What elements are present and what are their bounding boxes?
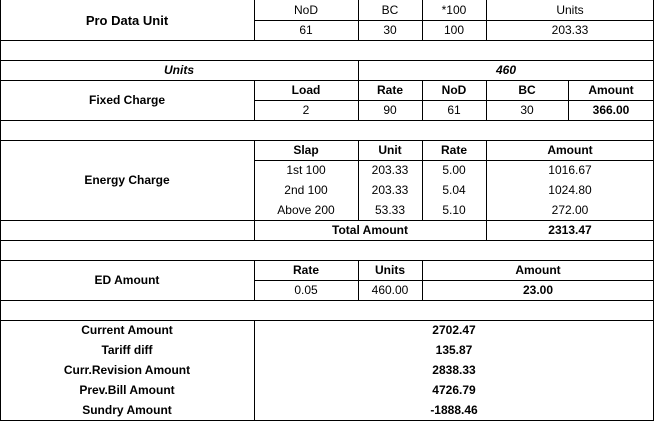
fixed-header-amount: Amount xyxy=(588,83,634,97)
units-label: Units xyxy=(164,63,194,77)
ed-header-units: Units xyxy=(375,263,405,277)
summary-current-amount-value: 2702.47 xyxy=(432,323,476,337)
grid-line xyxy=(486,80,487,120)
fixed-header-load: Load xyxy=(291,83,321,97)
fixed-header-bc: BC xyxy=(518,83,536,97)
energy-row-1-unit: 203.33 xyxy=(371,163,409,177)
grid-line xyxy=(254,260,255,300)
grid-line xyxy=(0,220,654,221)
grid-line xyxy=(0,300,654,301)
grid-line xyxy=(0,40,654,41)
grid-line xyxy=(422,80,423,120)
energy-row-3-rate: 5.10 xyxy=(442,203,466,217)
ed-header-rate: Rate xyxy=(292,263,319,277)
grid-line xyxy=(358,0,359,40)
grid-line xyxy=(0,60,654,61)
pro-data-header-bc: BC xyxy=(381,3,399,17)
energy-row-1-amount: 1016.67 xyxy=(548,163,592,177)
grid-line xyxy=(0,240,654,241)
pro-data-unit-label: Pro Data Unit xyxy=(85,12,169,28)
energy-row-2-rate: 5.04 xyxy=(442,183,466,197)
grid-line xyxy=(568,80,569,120)
summary-tariff-diff-label: Tariff diff xyxy=(101,343,153,357)
summary-curr-revision-value: 2838.33 xyxy=(432,363,476,377)
energy-row-3-amount: 272.00 xyxy=(551,203,589,217)
grid-line xyxy=(254,140,255,240)
summary-tariff-diff-value: 135.87 xyxy=(435,343,473,357)
summary-sundry-value: -1888.46 xyxy=(430,403,478,417)
ed-header-amount: Amount xyxy=(515,263,561,277)
grid-line xyxy=(254,100,654,101)
fixed-value-bc: 30 xyxy=(520,103,534,117)
grid-line xyxy=(358,60,359,120)
grid-line xyxy=(486,140,487,240)
energy-header-amount: Amount xyxy=(547,143,593,157)
energy-header-rate: Rate xyxy=(440,143,467,157)
grid-line xyxy=(422,0,423,40)
ed-value-rate: 0.05 xyxy=(294,283,318,297)
grid-line xyxy=(254,320,255,420)
energy-total-label: Total Amount xyxy=(332,223,408,237)
energy-row-1-slap: 1st 100 xyxy=(286,163,326,177)
grid-line xyxy=(422,260,423,300)
energy-header-unit: Unit xyxy=(378,143,402,157)
grid-line xyxy=(358,260,359,300)
grid-line xyxy=(0,320,654,321)
energy-row-3-slap: Above 200 xyxy=(277,203,335,217)
fixed-value-rate: 90 xyxy=(383,103,397,117)
pro-data-value-x100: 100 xyxy=(443,23,465,37)
grid-line xyxy=(358,140,359,220)
fixed-charge-label: Fixed Charge xyxy=(88,93,166,107)
energy-row-2-slap: 2nd 100 xyxy=(284,183,328,197)
ed-amount-label: ED Amount xyxy=(94,273,160,287)
grid-line xyxy=(422,140,423,220)
fixed-value-amount: 366.00 xyxy=(592,103,630,117)
summary-prev-bill-value: 4726.79 xyxy=(432,383,476,397)
energy-row-2-amount: 1024.80 xyxy=(548,183,592,197)
ed-value-units: 460.00 xyxy=(371,283,409,297)
grid-line xyxy=(254,20,654,21)
energy-row-1-rate: 5.00 xyxy=(442,163,466,177)
fixed-header-rate: Rate xyxy=(376,83,403,97)
pro-data-value-nod: 61 xyxy=(299,23,313,37)
pro-data-header-units: Units xyxy=(556,3,584,17)
units-value: 460 xyxy=(495,63,517,77)
energy-row-2-unit: 203.33 xyxy=(371,183,409,197)
grid-line xyxy=(254,0,255,40)
fixed-header-nod: NoD xyxy=(441,83,467,97)
grid-line xyxy=(0,80,654,81)
ed-value-amount: 23.00 xyxy=(522,283,554,297)
pro-data-value-bc: 30 xyxy=(383,23,397,37)
summary-curr-revision-label: Curr.Revision Amount xyxy=(63,363,191,377)
energy-row-3-unit: 53.33 xyxy=(374,203,406,217)
grid-line xyxy=(0,140,654,141)
pro-data-header-nod: NoD xyxy=(293,3,318,17)
pro-data-value-units: 203.33 xyxy=(551,23,589,37)
summary-prev-bill-label: Prev.Bill Amount xyxy=(79,383,175,397)
grid-line xyxy=(254,280,654,281)
grid-line xyxy=(254,160,654,161)
energy-header-slap: Slap xyxy=(293,143,319,157)
fixed-value-load: 2 xyxy=(302,103,310,117)
energy-total-value: 2313.47 xyxy=(548,223,592,237)
grid-line xyxy=(0,0,1,421)
pro-data-header-x100: *100 xyxy=(441,3,467,17)
summary-sundry-label: Sundry Amount xyxy=(82,403,172,417)
energy-charge-label: Energy Charge xyxy=(84,173,170,187)
fixed-value-nod: 61 xyxy=(447,103,461,117)
grid-line xyxy=(486,0,487,40)
grid-line xyxy=(0,260,654,261)
grid-line xyxy=(254,80,255,120)
summary-current-amount-label: Current Amount xyxy=(81,323,173,337)
grid-line xyxy=(0,120,654,121)
